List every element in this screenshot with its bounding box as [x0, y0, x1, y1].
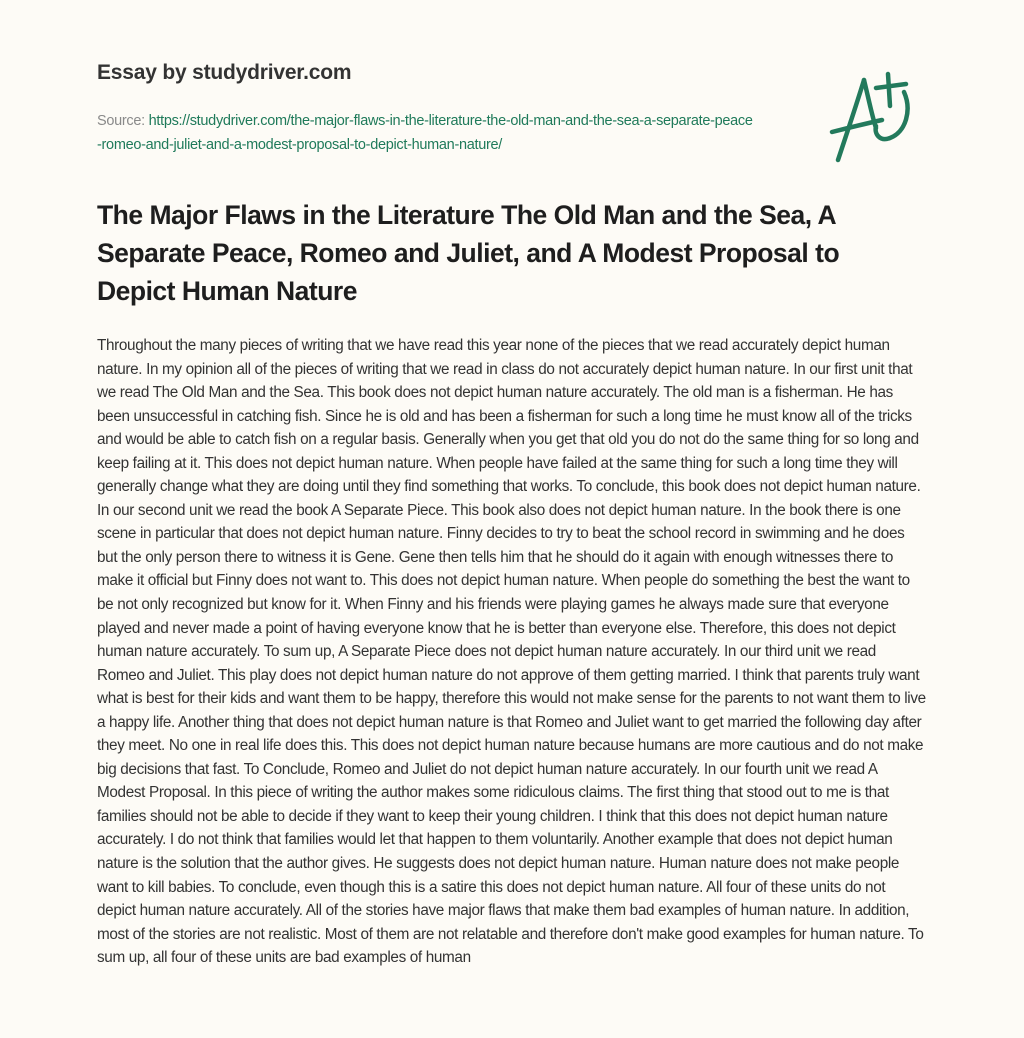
a-plus-grade-icon [824, 66, 924, 166]
essay-title: The Major Flaws in the Literature The Old Man and the Sea, A Separate Peace, Romeo and Juliet, and A Modest Proposal to Depict Human Nature [97, 200, 840, 306]
source-url-link[interactable]: https://studydriver.com/the-major-flaws-in-the-literature-the-old-man-and-the-sea-a-separate-peace-romeo-and-juliet-and-a-modest-proposal-to-depict-human-nature/ [97, 113, 753, 153]
site-name: Essay by studydriver.com [97, 61, 352, 84]
essay-body-paragraph: Throughout the many pieces of writing that we have read this year none of the pieces that we read accurately depict human nature. In my opinion all of the pieces of writing that we read in class do not accurately depict human nature. In our first unit that we read The Old Man and the Sea. This book does not depict human nature accurately. The old man is a fisherman. He has been unsuccessful in catching fish. Since he is old and has been a fisherman for such a long time he must know all of the tricks and would be able to catch fish on a regular basis. Generally when you get that old you do not do the same thing for so long and keep failing at it. This does not depict human nature. When people have failed at the same thing for such a long time they will generally change what they are doing until they find something that works. To conclude, this book does not depict human nature. In our second unit we read the book A Separate Piece. This book also does not depict human nature. In the book there is one scene in particular that does not depict human nature. Finny decides to try to beat the school record in swimming and he does but the only person there to witness it is Gene. Gene then tells him that he should do it again with enough witnesses there to make it official but Finny does not want to. This does not depict human nature. When people do something the best the want to be not only recognized but know for it. When Finny and his friends were playing games he always made sure that everyone played and never made a point of having everyone know that he is better than everyone else. Therefore, this does not depict human nature accurately. To sum up, A Separate Piece does not depict human nature accurately. In our third unit we read Romeo and Juliet. This play does not depict human nature do not approve of them getting married. I think that parents truly want what is best for their kids and want them to be happy, therefore this would not make sense for the parents to not want them to live a happy life. Another thing that does not depict human nature is that Romeo and Juliet want to get married the following day after they meet. No one in real life does this. This does not depict human nature because humans are more cautious and do not make big decisions that fast. To Conclude, Romeo and Juliet do not depict human nature accurately. In our fourth unit we read A Modest Proposal. In this piece of writing the author makes some ridiculous claims. The first thing that stood out to me is that families should not be able to decide if they want to keep their young children. I think that this does not depict human nature accurately. I do not think that families would let that happen to them voluntarily. Another example that does not depict human nature is the solution that the author gives. He suggests does not depict human nature. Human nature does not make people want to kill babies. To conclude, even though this is a satire this does not depict human nature. All four of these units do not depict human nature accurately. All of the stories have major flaws that make them bad examples of human nature. In addition, most of the stories are not realistic. Most of them are not relatable and therefore don't make good examples for human nature. To sum up, all four of these units are bad examples of human [97, 337, 926, 967]
source-line [97, 109, 757, 157]
source-label: Source: [97, 113, 149, 129]
essay-page [97, 0, 937, 967]
site-header [97, 0, 937, 180]
